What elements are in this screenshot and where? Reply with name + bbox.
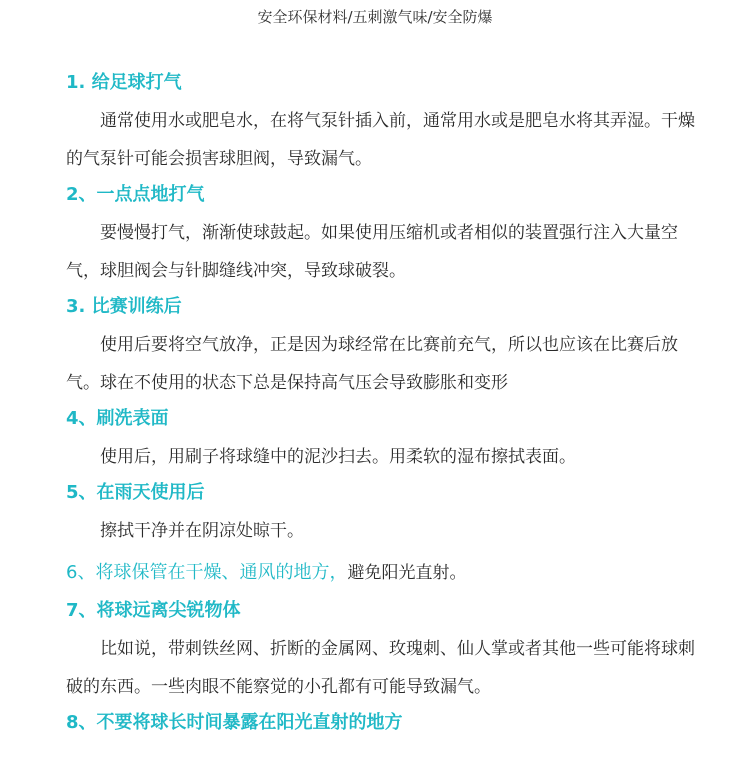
section-body-2: 要慢慢打气，渐渐使球鼓起。如果使用压缩机或者相似的装置强行注入大量空气，球胆阀会与针脚缝线冲突，导致球破裂。: [66, 223, 678, 281]
section-body-7: 比如说，带刺铁丝网、折断的金属网、玫瑰刺、仙人掌或者其他一些可能将球刺破的东西。一些肉眼不能察觉的小孔都有可能导致漏气。: [66, 639, 695, 697]
section-body-5: 擦拭干净并在阴凉处晾干。: [100, 521, 304, 541]
section-body-3: 使用后要将空气放净，正是因为球经常在比赛前充气，所以也应该在比赛后放气。球在不使用的状态下总是保持高气压会导致膨胀和变形: [66, 335, 678, 393]
section-title-5: 5、在雨天使用后: [66, 482, 205, 503]
section-title-2: 2、一点点地打气: [66, 184, 205, 205]
header-tagline: 安全环保材料/五刺激气味/安全防爆: [257, 8, 493, 26]
section-title-4: 4、刷洗表面: [66, 408, 169, 429]
section-title-6-tail: 避免阳光直射。: [347, 563, 467, 583]
section-title-6-highlight: 6、将球保管在干燥、通风的地方，: [66, 562, 348, 583]
section-title-6: [66, 560, 706, 586]
section-title-7: 7、将球远离尖锐物体: [66, 600, 241, 621]
section-body-4: 使用后，用刷子将球缝中的泥沙扫去。用柔软的湿布擦拭表面。: [100, 447, 576, 467]
section-title-1: 1. 给足球打气: [66, 72, 182, 93]
care-instructions: [66, 70, 706, 736]
section-title-8: 8、不要将球长时间暴露在阳光直射的地方: [66, 712, 403, 733]
section-body-1: 通常使用水或肥皂水，在将气泵针插入前，通常用水或是肥皂水将其弄湿。干燥的气泵针可能会损害球胆阀，导致漏气。: [66, 111, 695, 169]
section-title-3: 3. 比赛训练后: [66, 296, 182, 317]
